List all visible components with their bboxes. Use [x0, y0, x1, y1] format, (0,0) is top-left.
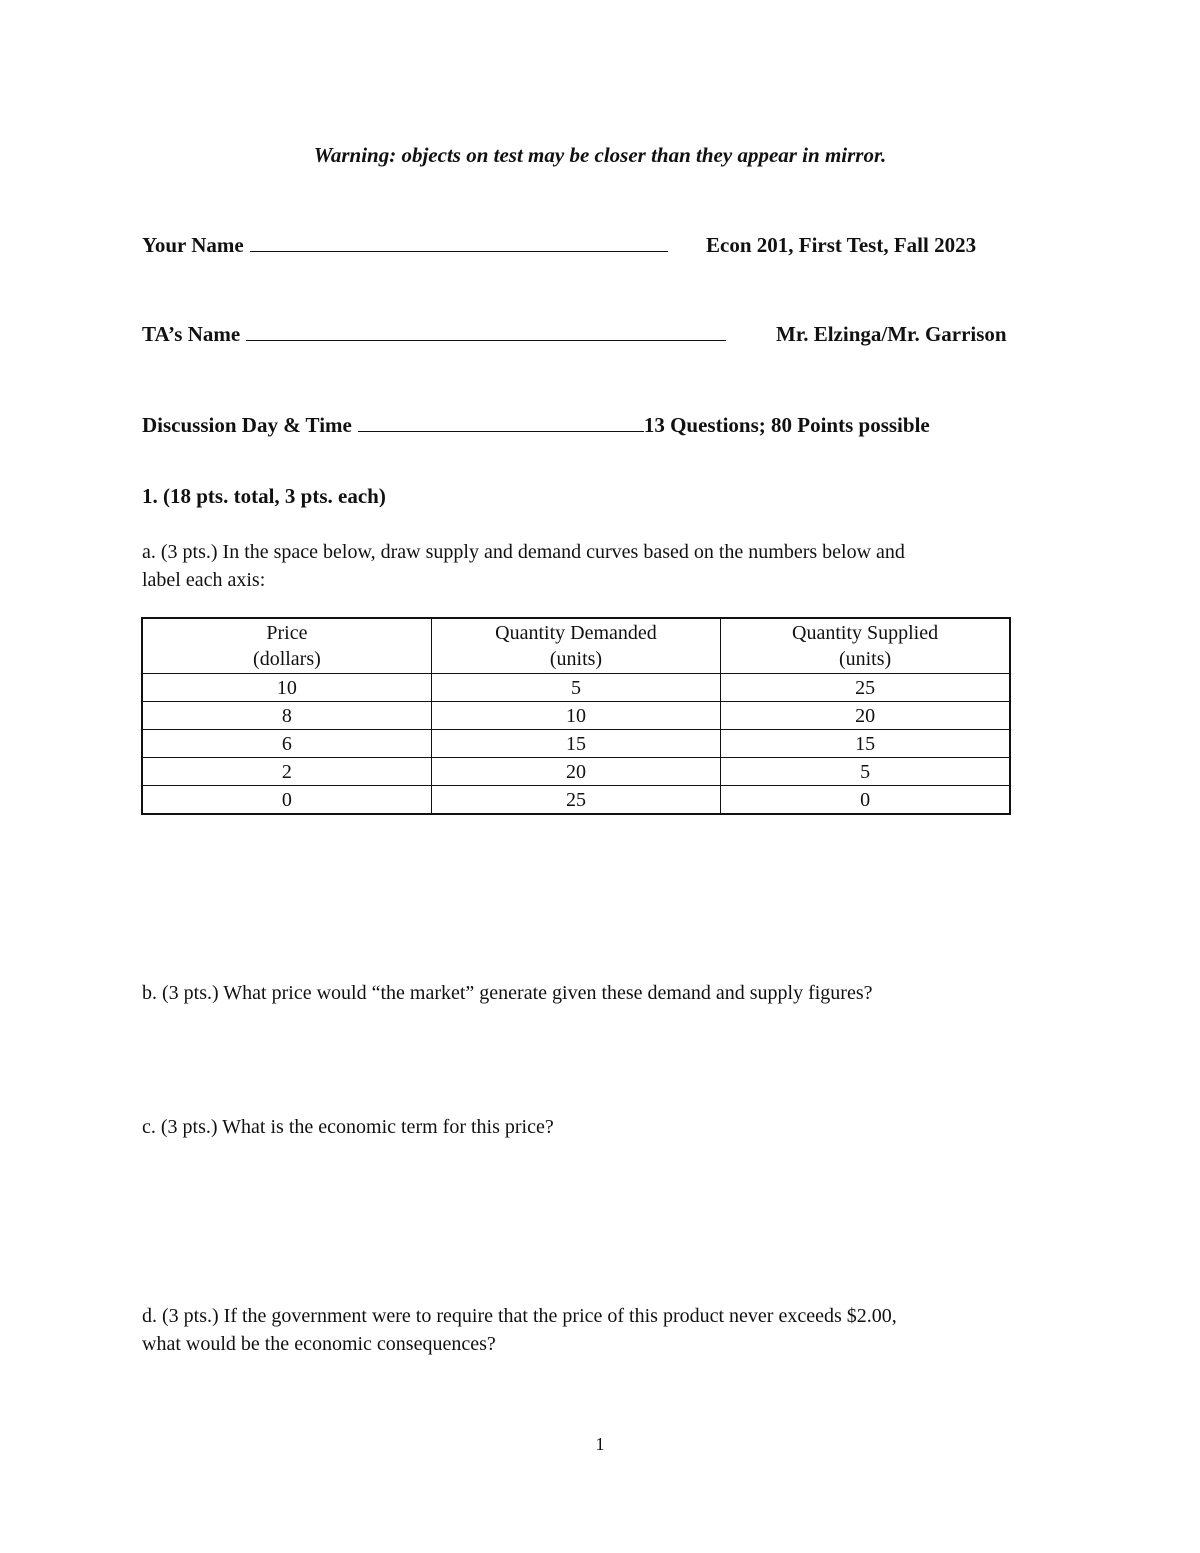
question-1c: c. (3 pts.) What is the economic term for this price? [142, 1116, 554, 1138]
header-qs-title: Quantity Supplied [792, 622, 939, 644]
ta-line [142, 322, 732, 347]
course-title: Econ 201, First Test, Fall 2023 [706, 233, 977, 257]
table-row [142, 786, 1010, 815]
name-label: Your Name [142, 233, 244, 257]
question-1a-line1: a. (3 pts.) In the space below, draw supply and demand curves based on the numbers below and [142, 541, 905, 563]
table-cell: 25 [431, 786, 720, 815]
header-quantity-supplied [721, 618, 1010, 674]
table-cell: 20 [431, 758, 720, 786]
table-cell: 15 [431, 730, 720, 758]
table-cell: 10 [142, 674, 431, 702]
ta-label: TA’s Name [142, 322, 241, 346]
table-cell: 8 [142, 702, 431, 730]
header-price [142, 618, 431, 674]
table-row [142, 674, 1010, 702]
header-qd-title: Quantity Demanded [495, 622, 657, 644]
table-cell: 5 [431, 674, 720, 702]
question-1d-line2: what would be the economic consequences? [142, 1333, 496, 1355]
table-cell: 15 [721, 730, 1010, 758]
question-1a [142, 538, 905, 594]
question-1a-line2: label each axis: [142, 569, 266, 591]
header-quantity-demanded [431, 618, 720, 674]
exam-summary: 13 Questions; 80 Points possible [643, 413, 930, 437]
table-cell: 0 [721, 786, 1010, 815]
table-header-row [142, 618, 1010, 674]
table-cell: 0 [142, 786, 431, 815]
name-line [142, 233, 674, 258]
name-blank[interactable] [250, 233, 668, 252]
table-cell: 2 [142, 758, 431, 786]
header-qs-unit: (units) [838, 648, 892, 670]
instructors: Mr. Elzinga/Mr. Garrison [776, 322, 1007, 346]
header-qd-unit: (units) [549, 648, 603, 670]
table-row [142, 730, 1010, 758]
header-price-title: Price [266, 622, 308, 644]
page-number: 1 [595, 1434, 605, 1454]
supply-demand-table [141, 617, 1011, 815]
table-cell: 25 [721, 674, 1010, 702]
discussion-label: Discussion Day & Time [142, 413, 352, 437]
warning-note: Warning: objects on test may be closer than they appear in mirror. [313, 143, 887, 167]
discussion-line [142, 413, 930, 438]
table-cell: 5 [721, 758, 1010, 786]
table-row [142, 758, 1010, 786]
table-row [142, 702, 1010, 730]
table-cell: 6 [142, 730, 431, 758]
discussion-blank[interactable] [358, 413, 644, 432]
question-1-title: 1. (18 pts. total, 3 pts. each) [142, 484, 386, 508]
table-cell: 10 [431, 702, 720, 730]
question-1b: b. (3 pts.) What price would “the market” generate given these demand and supply figures? [142, 982, 873, 1004]
question-1d-line1: d. (3 pts.) If the government were to require that the price of this product never exceeds $2.00, [142, 1305, 897, 1327]
header-price-unit: (dollars) [253, 648, 321, 670]
table-cell: 20 [721, 702, 1010, 730]
ta-blank[interactable] [246, 322, 726, 341]
question-1d [142, 1302, 897, 1358]
